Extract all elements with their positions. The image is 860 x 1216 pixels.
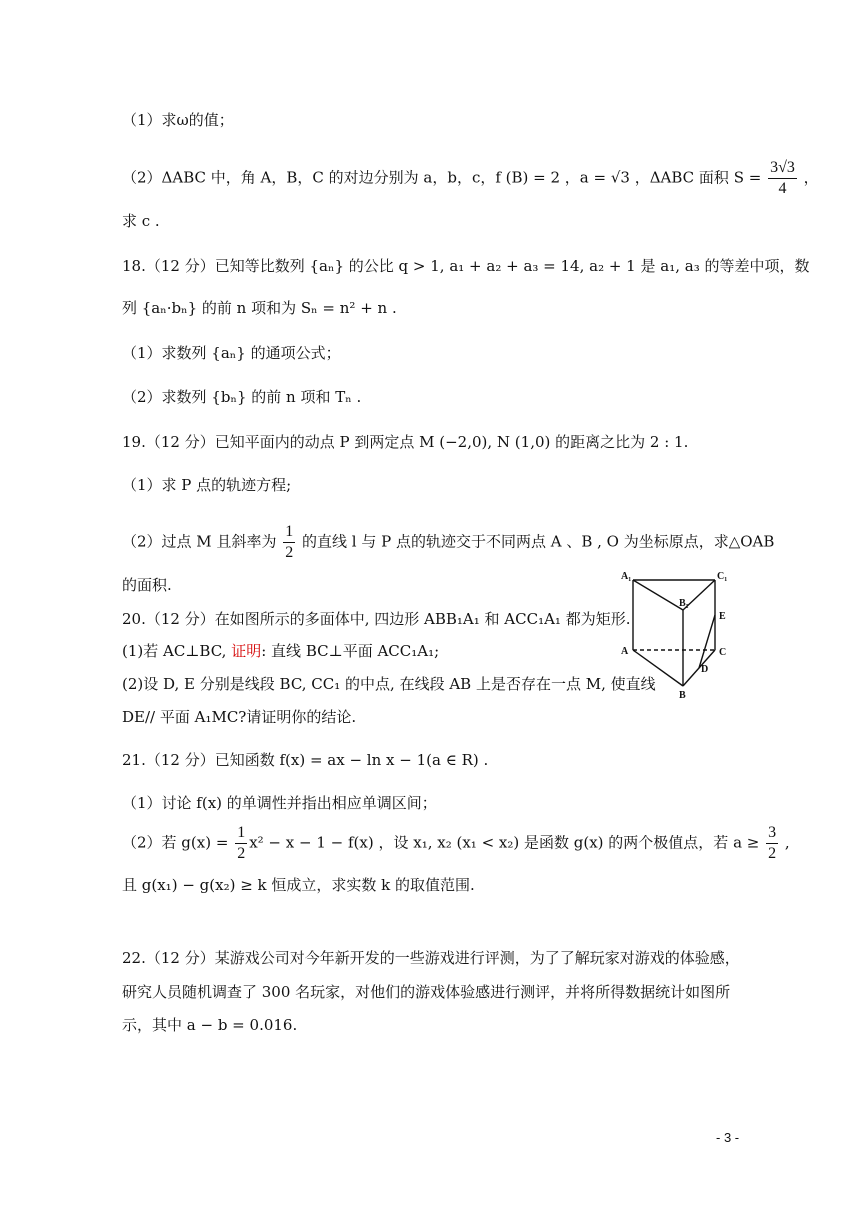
q21-part2-text: （2）若 g(x) = — [122, 833, 234, 852]
q20-stem: 20.（12 分）在如图所示的多面体中, 四边形 ABB₁A₁ 和 ACC₁A₁ 都为矩形. — [122, 610, 631, 628]
q20-part1 — [122, 641, 439, 661]
q17-part2-tail: ， — [798, 168, 819, 187]
q22-stem-end: 示，其中 a − b = 0.016. — [122, 1016, 298, 1034]
half-fraction-num: 1 — [235, 823, 247, 844]
threehalf-fraction-den: 2 — [768, 845, 777, 862]
q19-stem: 19.（12 分）已知平面内的动点 P 到两定点 M (−2,0), N (1,0) 的距离之比为 2 : 1. — [122, 433, 689, 451]
q18-part1: （1）求数列 {aₙ} 的通项公式； — [122, 344, 341, 362]
polyhedron-figure — [615, 568, 745, 708]
q17-part2-end: 求 c . — [122, 212, 160, 230]
slope-fraction-num: 1 — [283, 522, 295, 543]
q20-part2-cont: DE// 平面 A₁MC?请证明你的结论. — [122, 708, 357, 726]
q17-part2 — [122, 158, 819, 199]
q18-stem: 18.（12 分）已知等比数列 {aₙ} 的公比 q > 1, a₁ + a₂ + a₃ = 14, a₂ + 1 是 a₁, a₃ 的等差中项，数 — [122, 257, 810, 275]
label-E: E — [719, 611, 726, 622]
proof-link[interactable]: 证明 — [231, 642, 262, 660]
slope-fraction — [283, 522, 295, 563]
q18-stem-cont: 列 {aₙ·bₙ} 的前 n 项和为 Sₙ = n² + n . — [122, 299, 397, 317]
q20-part1-tail: : 直线 BC⊥平面 ACC₁A₁; — [261, 642, 440, 660]
page-number: - 3 - — [716, 1130, 740, 1145]
q18-part2: （2）求数列 {bₙ} 的前 n 项和 Tₙ . — [122, 388, 362, 406]
q17-part1: （1）求ω的值； — [122, 111, 234, 129]
threehalf-fraction-num: 3 — [766, 823, 778, 844]
q19-part2-tail: 的直线 l 与 P 点的轨迹交于不同两点 A 、B , O 为坐标原点，求△OAB — [297, 532, 775, 551]
label-D: D — [701, 664, 709, 675]
q19-part1: （1）求 P 点的轨迹方程; — [122, 476, 292, 494]
q20-part2: (2)设 D, E 分别是线段 BC, CC₁ 的中点, 在线段 AB 上是否存在一点 M, 使直线 — [122, 675, 656, 693]
q21-part2-end: 且 g(x₁) − g(x₂) ≥ k 恒成立，求实数 k 的取值范围. — [122, 876, 475, 894]
q22-stem-cont: 研究人员随机调查了 300 名玩家，对他们的游戏体验感进行测评，并将所得数据统计如图所 — [122, 983, 731, 1001]
area-fraction — [768, 158, 797, 199]
label-B1: B₁ — [679, 598, 689, 609]
half-fraction-den: 2 — [237, 845, 246, 862]
slope-fraction-den: 2 — [285, 544, 294, 561]
label-A: A — [621, 646, 629, 657]
q17-part2-text: （2）ΔABC 中，角 A，B，C 的对边分别为 a，b，c，f (B) = 2 ，a = √3 ，ΔABC 面积 S = — [122, 168, 767, 187]
q21-part2-tail: , — [780, 833, 790, 852]
area-fraction-den: 4 — [778, 180, 787, 197]
q19-part2-text: （2）过点 M 且斜率为 — [122, 532, 282, 551]
q19-part2-end: 的面积. — [122, 576, 172, 594]
q20-part1-text: (1)若 AC⊥BC, — [122, 642, 232, 660]
area-fraction-num: 3√3 — [768, 158, 797, 179]
q21-part2-mid: x² − x − 1 − f(x) ，设 x₁, x₂ (x₁ < x₂) 是函数 g(x) 的两个极值点，若 a ≥ — [249, 833, 765, 852]
label-B: B — [679, 690, 686, 701]
half-fraction — [235, 823, 247, 864]
q19-part2 — [122, 522, 774, 563]
label-C: C — [719, 647, 727, 658]
q21-part1: （1）讨论 f(x) 的单调性并指出相应单调区间； — [122, 794, 437, 812]
label-A1: A₁ — [621, 571, 632, 582]
q21-stem: 21.（12 分）已知函数 f(x) = ax − ln x − 1(a ∈ R) . — [122, 751, 489, 769]
label-C1: C₁ — [717, 571, 728, 582]
threehalf-fraction — [766, 823, 778, 864]
q21-part2 — [122, 823, 790, 864]
q22-stem: 22.（12 分）某游戏公司对今年新开发的一些游戏进行评测，为了了解玩家对游戏的体验感， — [122, 949, 740, 967]
